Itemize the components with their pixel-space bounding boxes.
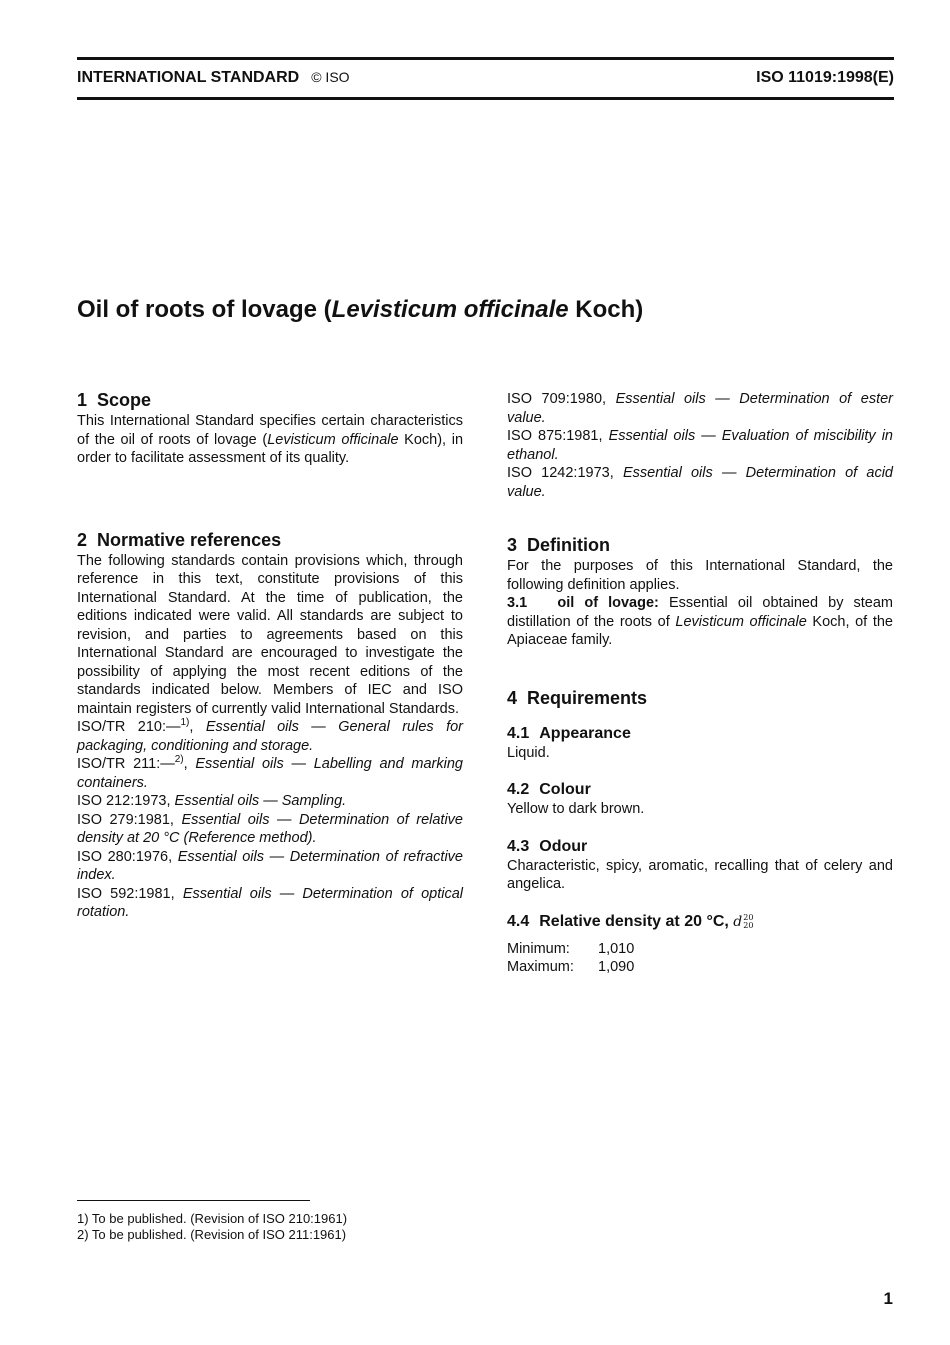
ref-code: ISO 1242:1973,	[507, 465, 623, 481]
copyright-label: © ISO	[311, 69, 350, 85]
density-min-value: 1,010	[598, 940, 635, 957]
header-doc-type	[77, 69, 350, 87]
subsection-colour-heading	[507, 780, 893, 800]
footnote-2: 2) To be published. (Revision of ISO 211:1961)	[77, 1227, 347, 1242]
subsection-appearance-heading	[507, 724, 893, 744]
scope-species: Levisticum officinale	[267, 431, 399, 448]
ref-code: ISO 212:1973,	[77, 793, 175, 809]
ref-title: Essential oils — Evaluation of miscibility in ethanol.	[507, 428, 893, 463]
density-symbol-d: d	[733, 913, 743, 930]
section-number: 4	[507, 687, 518, 708]
subsection-odour-heading	[507, 837, 893, 857]
footnote-marker: 2)	[174, 754, 184, 765]
page-number: 1	[883, 1289, 893, 1308]
reference-item	[77, 792, 463, 811]
doc-type-label: INTERNATIONAL STANDARD	[77, 69, 300, 86]
ref-code: ISO 875:1981,	[507, 428, 609, 444]
density-max-value: 1,090	[598, 959, 635, 975]
reference-item	[507, 464, 893, 501]
section-number: 1	[77, 390, 88, 410]
density-sup: 20	[743, 912, 754, 922]
density-values	[507, 940, 893, 977]
ref-code: ISO 709:1980,	[507, 391, 616, 407]
scope-text-a: This International Standard specifies certain characteristics of the oil of roots of lovage (	[77, 413, 463, 448]
density-min-row	[507, 940, 893, 959]
ref-title: Essential oils — Determination of relative density at 20 °C (Reference method).	[77, 811, 463, 846]
ref-title: Essential oils — Determination of ester value.	[507, 391, 893, 426]
subsection-number: 4.3	[507, 837, 530, 855]
ref-title: Essential oils — Determination of optical rotation.	[77, 885, 463, 920]
section-requirements-heading	[507, 686, 893, 710]
density-max-row	[507, 958, 893, 977]
reference-item: ISO/TR 211:—$^{2)}$, Essential oils — Labelling and marking containers.	[77, 754, 463, 791]
definition-term: oil of lovage:	[557, 595, 659, 611]
colour-text: Yellow to dark brown.	[507, 801, 645, 817]
subsection-density-heading	[507, 912, 893, 932]
section-normative-heading	[77, 528, 463, 552]
section-title: Requirements	[527, 687, 648, 708]
definition-species: Levisticum officinale	[675, 613, 807, 630]
section-title: Normative references	[97, 529, 282, 550]
reference-item	[77, 885, 463, 922]
subsection-title: Appearance	[539, 724, 631, 742]
definition-intro: For the purposes of this International Standard, the following definition applies.	[507, 558, 893, 593]
definition-number: 3.1	[507, 595, 528, 611]
left-column	[77, 388, 463, 922]
reference-item	[507, 427, 893, 464]
title-suffix: Koch)	[568, 296, 644, 323]
definition-text-b: Koch, of the Apiaceae family.	[507, 613, 893, 648]
subsection-title: Colour	[539, 781, 591, 798]
ref-title: Essential oils — Determination of acid value.	[507, 465, 893, 500]
ref-title: Essential oils — Labelling and marking containers.	[77, 756, 463, 791]
ref-code: ISO/TR 211:—	[77, 756, 175, 772]
section-number: 2	[77, 529, 88, 550]
section-scope-heading	[77, 388, 463, 412]
footnote-rule	[77, 1200, 310, 1201]
definition-text-a: Essential oil obtained by steam distillation of the roots of	[507, 595, 893, 630]
subsection-title: Relative density at 20 °C,	[539, 912, 729, 930]
reference-item	[77, 848, 463, 885]
subsection-number: 4.1	[507, 724, 530, 742]
section-number: 3	[507, 535, 518, 555]
footnote-1: 1) To be published. (Revision of ISO 210:1961)	[77, 1211, 348, 1226]
scope-paragraph	[77, 412, 463, 468]
section-definition-heading	[507, 533, 893, 557]
header-bottom-rule	[77, 97, 894, 100]
reference-item	[507, 390, 893, 427]
subsection-number: 4.4	[507, 912, 530, 930]
title-species: Levisticum officinale	[331, 296, 569, 323]
section-title: Scope	[97, 390, 152, 410]
subsection-title: Odour	[539, 837, 588, 855]
reference-item	[77, 811, 463, 848]
definition-item	[507, 594, 893, 650]
ref-title: Essential oils — Determination of refractive index.	[77, 848, 463, 883]
density-min-label: Minimum:	[507, 940, 570, 957]
scope-text-b: Koch), in order to facilitate assessment of its quality.	[77, 431, 464, 466]
page-title	[77, 296, 643, 324]
header-top-rule	[77, 57, 894, 60]
ref-title: Essential oils — General rules for packaging, conditioning and storage.	[77, 719, 463, 754]
ref-code: ISO 279:1981,	[77, 811, 182, 828]
subsection-number: 4.2	[507, 781, 530, 798]
right-column	[507, 390, 893, 977]
section-title: Definition	[527, 535, 611, 555]
density-sub: 20	[743, 920, 754, 930]
density-symbol	[733, 914, 753, 930]
odour-text: Characteristic, spicy, aromatic, recalling that of celery and angelica.	[507, 857, 893, 892]
ref-title: Essential oils — Sampling.	[174, 793, 347, 809]
normative-intro: The following standards contain provisions which, through reference in this text, constitute provisions of this International Standard. At the time of publication, the editions indicated were valid. All standards are subject to revision, and parties to agreements based on this International Standard are encouraged to investigate the possibility of applying the most recent editions of the standards indicated below. Members of IEC and ISO maintain registers of currently valid International Standards.	[77, 552, 463, 717]
ref-code: ISO 592:1981,	[77, 885, 183, 902]
title-prefix: Oil of roots of lovage (	[77, 296, 332, 323]
header-doc-id: ISO 11019:1998(E)	[756, 69, 894, 86]
ref-code: ISO 280:1976,	[77, 848, 178, 865]
density-max-label: Maximum:	[507, 959, 574, 975]
ref-code: ISO/TR 210:—	[77, 719, 181, 735]
appearance-text: Liquid.	[507, 744, 550, 761]
reference-item: ISO/TR 210:—$^{1)}$, Essential oils — General rules for packaging, conditioning and storage.	[77, 717, 463, 754]
footnote-marker: 1)	[180, 717, 190, 728]
